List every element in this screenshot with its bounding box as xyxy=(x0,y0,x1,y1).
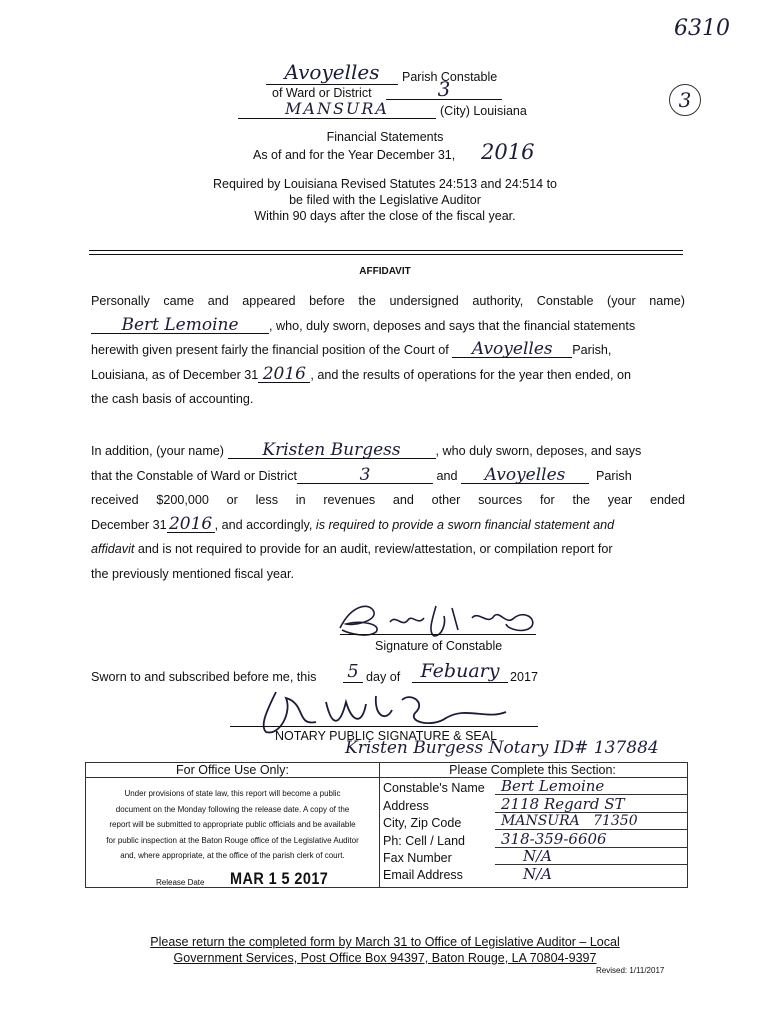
release-date-stamp: MAR 1 5 2017 xyxy=(230,869,329,888)
p1-text-b: , who, duly sworn, deposes and says that the financial statements xyxy=(269,318,636,333)
info-label: Address xyxy=(383,798,429,813)
info-value: 318-359-6606 xyxy=(495,831,687,848)
info-row-fax xyxy=(383,848,687,865)
ward-label: of Ward or District xyxy=(272,86,372,100)
p2-text-b: , who duly sworn, deposes, and says xyxy=(435,444,642,458)
affidavit-paragraph-1 xyxy=(91,289,685,412)
sworn-text-b: day of xyxy=(366,670,401,684)
info-row-constable-name xyxy=(383,778,687,795)
revised-date: Revised: 1/11/2017 xyxy=(596,966,665,975)
complete-section-rows xyxy=(378,778,687,882)
info-label: Email Address xyxy=(383,868,463,883)
office-use-line: Under provisions of state law, this report will become a public xyxy=(124,789,341,798)
p2-line-4 xyxy=(91,513,685,538)
info-row-phone xyxy=(383,830,687,847)
circled-number xyxy=(669,84,701,116)
court-parish-hw: Avoyelles xyxy=(452,342,572,358)
parish-label: Parish Constable xyxy=(402,70,498,84)
p1-line-3 xyxy=(91,338,685,363)
info-value: N/A xyxy=(495,848,687,865)
p2-text-l: the previously mentioned fiscal year. xyxy=(91,566,295,581)
info-row-city-zip xyxy=(383,813,687,830)
p1-line-2 xyxy=(91,314,685,339)
financial-title: Financial Statements xyxy=(326,130,444,144)
p1-line-4 xyxy=(91,363,685,388)
requirement-line-1: Required by Louisiana Revised Statutes 24:513 and 24:514 to xyxy=(213,177,557,191)
info-value: N/A xyxy=(523,865,553,884)
sworn-month-hw: Febuary xyxy=(412,660,508,683)
p2-text-f: received $200,000 or less in revenues and other sources for the year ended xyxy=(91,493,685,507)
p2-text-a: In addition, (your name) xyxy=(91,444,225,458)
constable-signature-line xyxy=(340,634,536,635)
parish-name-hw: Avoyelles xyxy=(266,60,398,85)
p2-text-h: , and accordingly, xyxy=(214,517,313,532)
ward-hw: 3 xyxy=(386,80,502,100)
office-use-line: and, where appropriate, at the office of the parish clerk of court. xyxy=(120,851,345,860)
p2-line-2 xyxy=(91,464,685,489)
p1-text-c: herewith given present fairly the financial position of the Court of xyxy=(91,343,449,357)
office-use-line: for public inspection at the Baton Rouge office of the Legislative Auditor xyxy=(106,835,359,845)
complete-section-title: Please Complete this Section: xyxy=(378,763,687,778)
sworn-year: 2017 xyxy=(510,670,539,684)
footer-line-2: Government Services, Post Office Box 94397, Baton Rouge, LA 70804-9397 xyxy=(173,951,597,965)
asof-label: As of and for the Year December 31, xyxy=(253,148,456,162)
info-row-address xyxy=(383,795,687,812)
p1-line-5 xyxy=(91,387,685,412)
p1-text-e: Louisiana, as of December 31 xyxy=(91,367,259,382)
info-label: City, Zip Code xyxy=(383,816,462,831)
info-label: Fax Number xyxy=(383,850,452,865)
office-use-line: document on the Monday following the release date. A copy of the xyxy=(115,804,350,814)
office-use-line: report will be submitted to appropriate public officials and be available xyxy=(109,820,356,829)
affidavit-paragraph-2 xyxy=(91,439,685,586)
notary-signature-line xyxy=(230,726,538,727)
sworn-day-hw: 5 xyxy=(343,662,363,683)
p2-text-c: that the Constable of Ward or District xyxy=(91,468,298,483)
notary-name-hw: Kristen Burgess xyxy=(228,443,436,459)
p2-text-i: is required to provide a sworn financial statement and xyxy=(315,517,615,532)
info-row-email xyxy=(383,865,687,882)
requirement-line-2: be filed with the Legislative Auditor xyxy=(289,193,481,207)
release-date-label: Release Date xyxy=(156,878,205,887)
office-use-title: For Office Use Only: xyxy=(86,763,379,778)
p2-parish-hw: Avoyelles xyxy=(461,468,589,484)
circled-number-text: 3 xyxy=(678,88,692,112)
p2-line-6 xyxy=(91,562,685,587)
info-value: 2118 Regard ST xyxy=(495,796,687,813)
p2-year-hw: 2016 xyxy=(167,517,215,533)
p2-line-1 xyxy=(91,439,685,464)
info-label: Ph: Cell / Land xyxy=(383,833,465,848)
notary-printed-name-hw: Kristen Burgess Notary ID# 137884 xyxy=(345,738,659,758)
p1-text-a: Personally came and appeared before the undersigned authority, Constable (your name) xyxy=(91,294,685,308)
p2-text-j: affidavit xyxy=(91,542,135,556)
p2-text-k: and is not required to provide for an audit, review/attestation, or compilation report for xyxy=(137,542,613,556)
affidavit-title: AFFIDAVIT xyxy=(359,266,411,277)
p2-text-d: and xyxy=(436,468,458,483)
requirement-line-3: Within 90 days after the close of the fiscal year. xyxy=(254,209,516,223)
city-label: (City) Louisiana xyxy=(440,104,527,118)
footer-line-1: Please return the completed form by March 31 to Office of Legislative Auditor – Local xyxy=(150,935,620,949)
info-value: Bert Lemoine xyxy=(495,778,687,795)
sworn-text-a: Sworn to and subscribed before me, this xyxy=(91,670,317,684)
info-value: MANSURA 71350 xyxy=(495,813,687,830)
p2-ward-hw: 3 xyxy=(297,468,433,484)
complete-section-box xyxy=(378,762,688,888)
p1-text-f: , and the results of operations for the year then ended, on xyxy=(310,367,631,382)
p2-line-3 xyxy=(91,488,685,513)
section-divider xyxy=(89,250,683,255)
constable-name-hw: Bert Lemoine xyxy=(91,318,269,334)
p2-line-5 xyxy=(91,537,685,562)
year-hw: 2016 xyxy=(481,140,535,164)
corner-handwritten-number: 6310 xyxy=(674,16,730,41)
constable-signature-label: Signature of Constable xyxy=(375,639,503,653)
p2-text-e: Parish xyxy=(596,468,632,483)
p1-text-d: Parish, xyxy=(572,343,612,357)
p2-text-g: December 31 xyxy=(91,517,167,532)
p1-text-g: the cash basis of accounting. xyxy=(91,392,254,406)
office-use-box xyxy=(85,762,380,888)
notary-signature-label: NOTARY PUBLIC SIGNATURE & SEAL xyxy=(275,729,498,743)
city-hw: MANSURA xyxy=(238,100,436,119)
office-use-text xyxy=(86,778,379,864)
info-label: Constable's Name xyxy=(383,781,485,796)
p1-line-1 xyxy=(91,289,685,314)
p1-year-hw: 2016 xyxy=(258,367,310,383)
